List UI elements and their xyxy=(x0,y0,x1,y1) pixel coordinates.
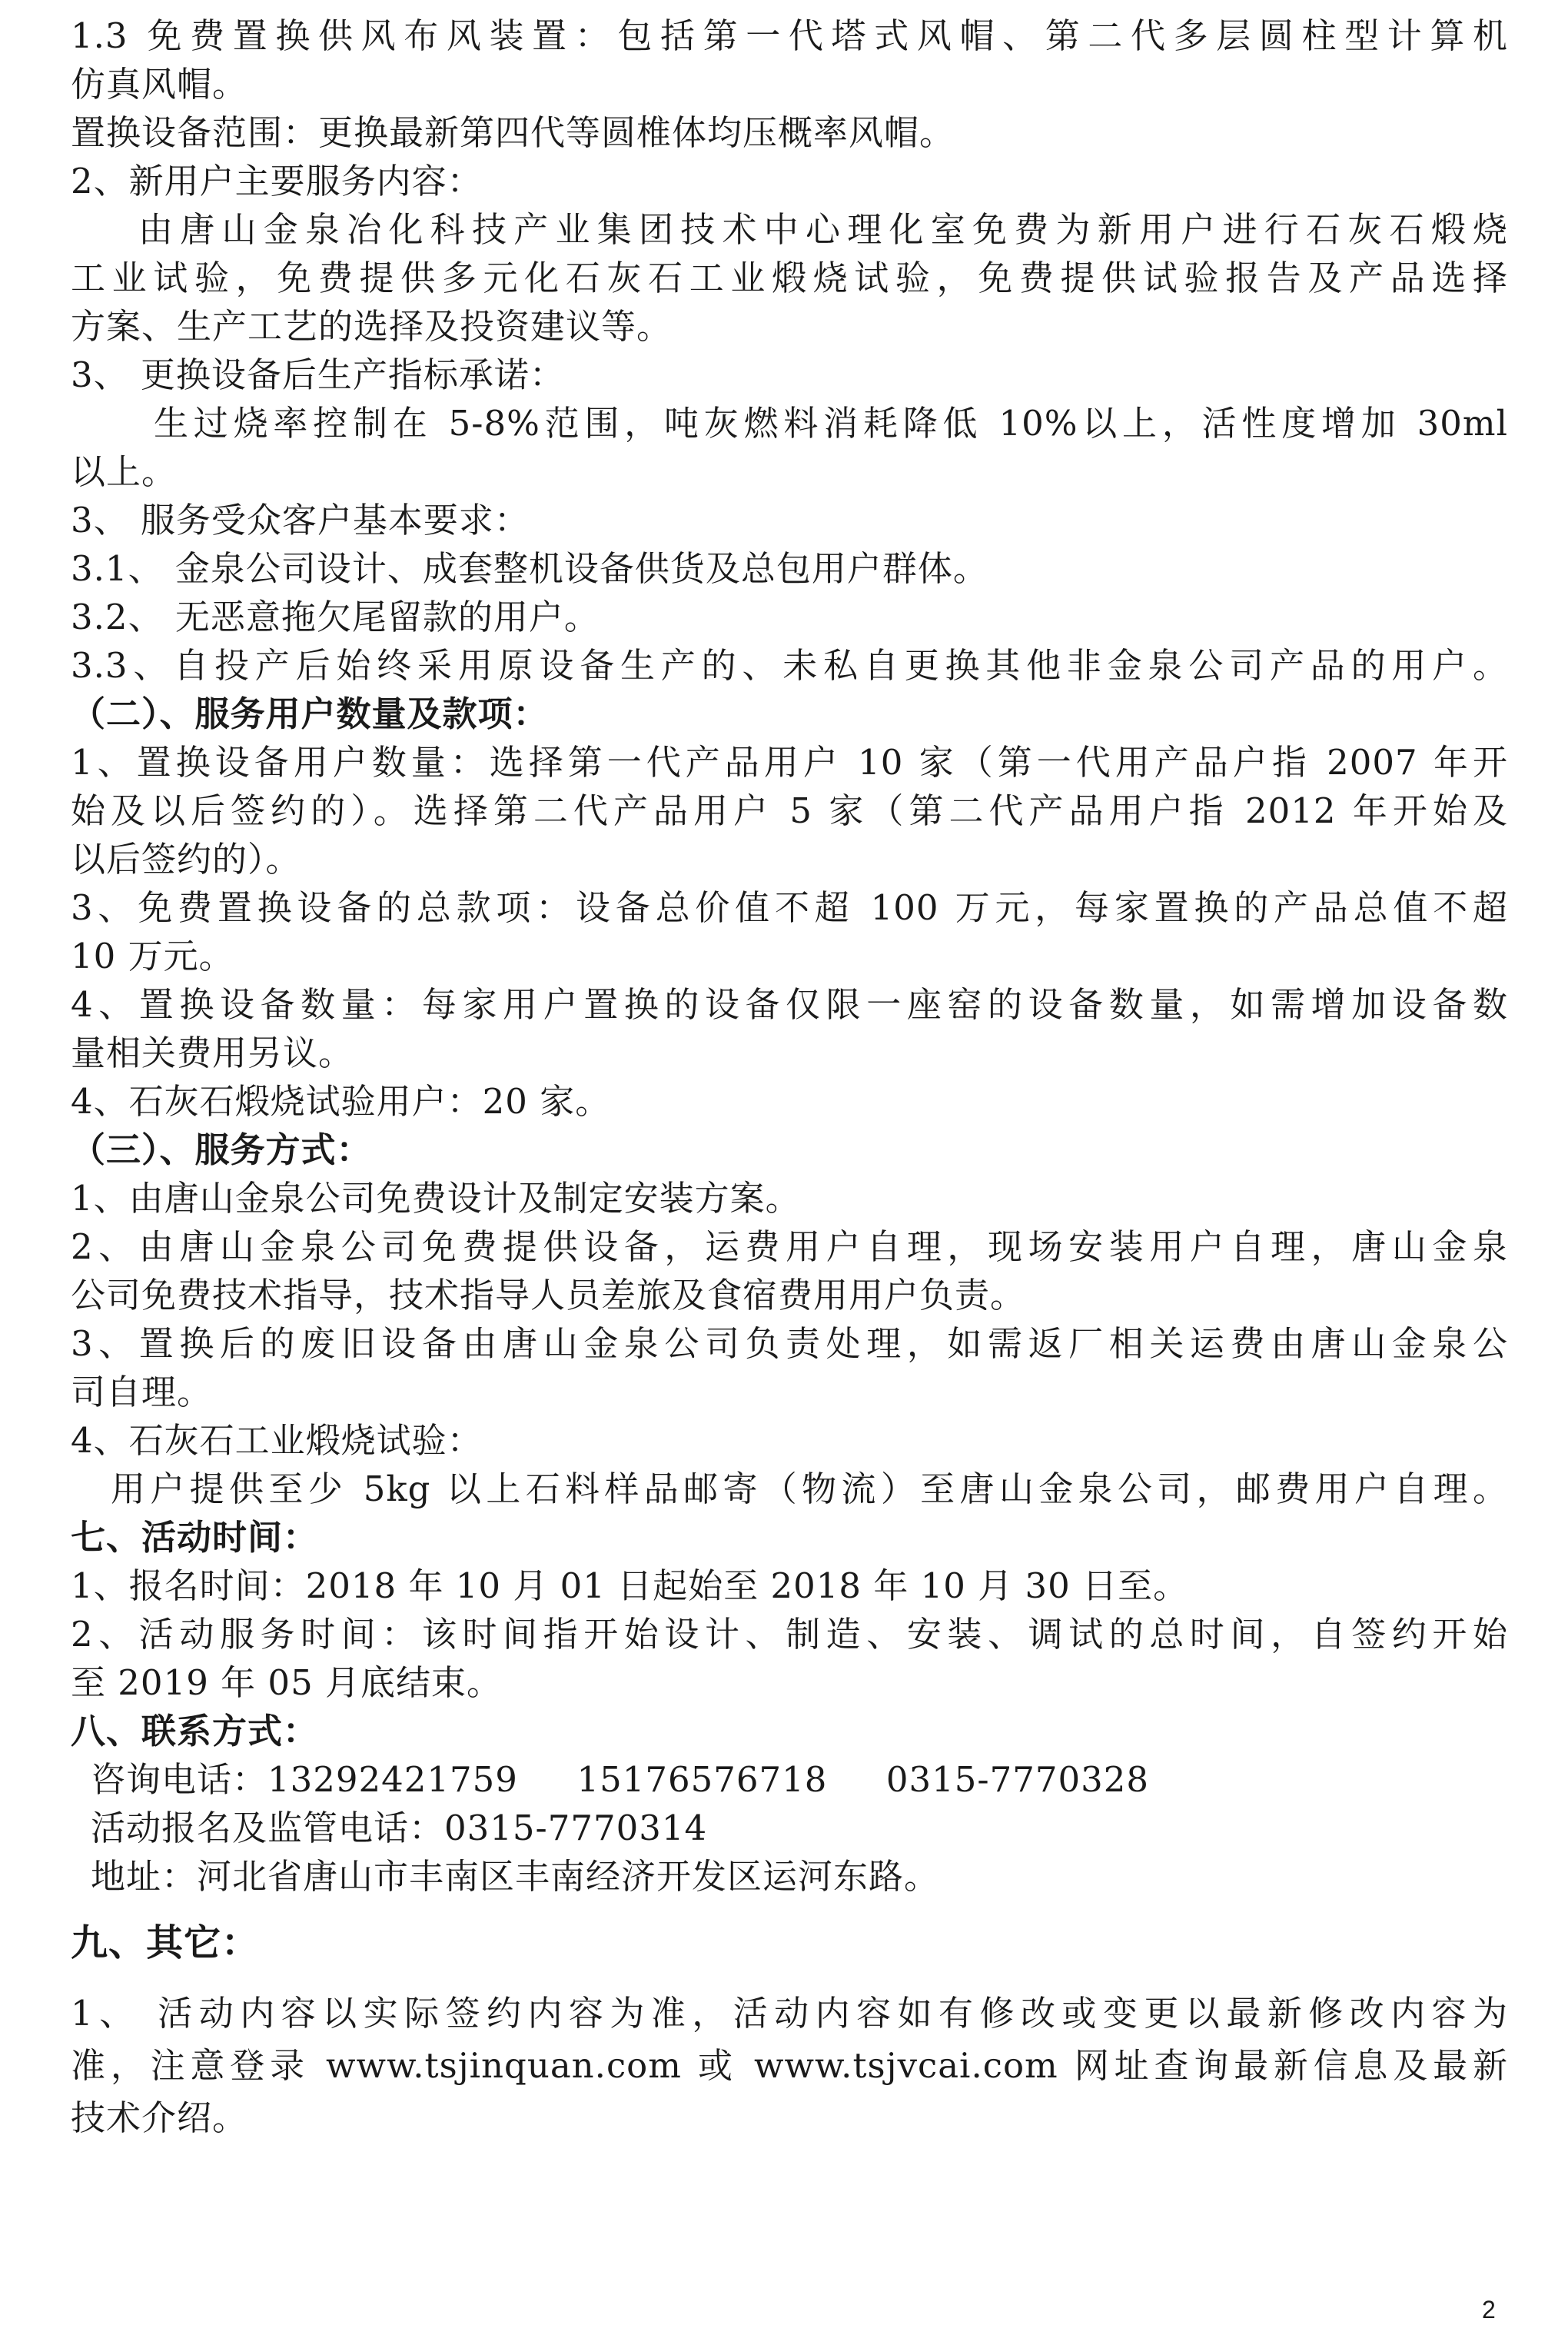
text-line: 工业试验，免费提供多元化石灰石工业煅烧试验，免费提供试验报告及产品选择 xyxy=(71,258,1508,298)
section-heading: 七、活动时间： xyxy=(71,1517,319,1558)
text-line: 4、石灰石煅烧试验用户：20 家。 xyxy=(71,1081,611,1122)
text-line: 方案、生产工艺的选择及投资建议等。 xyxy=(71,306,673,347)
text-line: 生过烧率控制在 5-8%范围，吨灰燃料消耗降低 10%以上，活性度增加 30ml xyxy=(154,403,1508,444)
text-line: 3、 服务受众客户基本要求： xyxy=(71,500,530,541)
text-line: 4、置换设备数量：每家用户置换的设备仅限一座窑的设备数量，如需增加设备数 xyxy=(71,984,1508,1025)
text-line: 3、置换后的废旧设备由唐山金泉公司负责处理，如需返厂相关运费由唐山金泉公 xyxy=(71,1323,1508,1364)
text-line: 1.3 免费置换供风布风装置：包括第一代塔式风帽、第二代多层圆柱型计算机 xyxy=(71,15,1508,56)
contact-address: 地址：河北省唐山市丰南区丰南经济开发区运河东路。 xyxy=(91,1856,940,1897)
text-line: 3.3、自投产后始终采用原设备生产的、未私自更换其他非金泉公司产品的用户。 xyxy=(71,645,1508,686)
text-line: 准，注意登录 www.tsjinquan.com 或 www.tsjvcai.com 网址查询最新信息及最新 xyxy=(71,2045,1508,2086)
text-line: 2、活动服务时间：该时间指开始设计、制造、安装、调试的总时间，自签约开始 xyxy=(71,1614,1508,1655)
text-line: 仿真风帽。 xyxy=(71,64,248,105)
text-line: 始及以后签约的）。选择第二代产品用户 5 家（第二代产品用户指 2012 年开始及 xyxy=(71,790,1508,831)
text-line: 2、由唐山金泉公司免费提供设备，运费用户自理，现场安装用户自理，唐山金泉 xyxy=(71,1226,1508,1267)
text-line: 1、报名时间：2018 年 10 月 01 日起始至 2018 年 10 月 30 日至。 xyxy=(71,1565,1189,1606)
section-heading: （二）、服务用户数量及款项： xyxy=(71,694,549,734)
text-line: 1、由唐山金泉公司免费设计及制定安装方案。 xyxy=(71,1178,801,1219)
text-line: 由唐山金泉冶化科技产业集团技术中心理化室免费为新用户进行石灰石煅烧 xyxy=(138,209,1508,250)
contact-phones: 咨询电话：13292421759 15176576718 0315-7770328 xyxy=(91,1759,1150,1800)
text-line: 3.2、 无恶意拖欠尾留款的用户。 xyxy=(71,597,600,637)
text-line: 用户提供至少 5kg 以上石料样品邮寄（物流）至唐山金泉公司，邮费用户自理。 xyxy=(111,1469,1508,1509)
text-line: 4、石灰石工业煅烧试验： xyxy=(71,1420,483,1461)
text-line: 量相关费用另议。 xyxy=(71,1033,354,1073)
page-number: 2 xyxy=(1482,2296,1496,2323)
section-heading: 八、联系方式： xyxy=(71,1711,319,1751)
text-line: 3.1、 金泉公司设计、成套整机设备供货及总包用户群体。 xyxy=(71,548,988,589)
text-line: 10 万元。 xyxy=(71,936,234,976)
text-line: 以后签约的）。 xyxy=(71,839,301,880)
text-line: 公司免费技术指导，技术指导人员差旅及食宿费用用户负责。 xyxy=(71,1275,1026,1316)
text-line: 1、 活动内容以实际签约内容为准，活动内容如有修改或变更以最新修改内容为 xyxy=(71,1993,1508,2034)
text-line: 置换设备范围：更换最新第四代等圆椎体均压概率风帽。 xyxy=(71,112,955,153)
section-heading: 九、其它： xyxy=(71,1921,260,1964)
text-line: 司自理。 xyxy=(71,1372,213,1412)
text-line: 1、置换设备用户数量：选择第一代产品用户 10 家（第一代用产品户指 2007 年开 xyxy=(71,742,1508,783)
section-heading: （三）、服务方式： xyxy=(71,1129,372,1170)
text-line: 3、 更换设备后生产指标承诺： xyxy=(71,354,565,395)
text-line: 技术介绍。 xyxy=(71,2097,248,2138)
text-line: 3、免费置换设备的总款项：设备总价值不超 100 万元，每家置换的产品总值不超 xyxy=(71,887,1508,928)
contact-supervision-phone: 活动报名及监管电话：0315-7770314 xyxy=(91,1808,708,1848)
text-line: 2、新用户主要服务内容： xyxy=(71,161,483,201)
text-line: 至 2019 年 05 月底结束。 xyxy=(71,1662,502,1703)
text-line: 以上。 xyxy=(71,451,178,492)
